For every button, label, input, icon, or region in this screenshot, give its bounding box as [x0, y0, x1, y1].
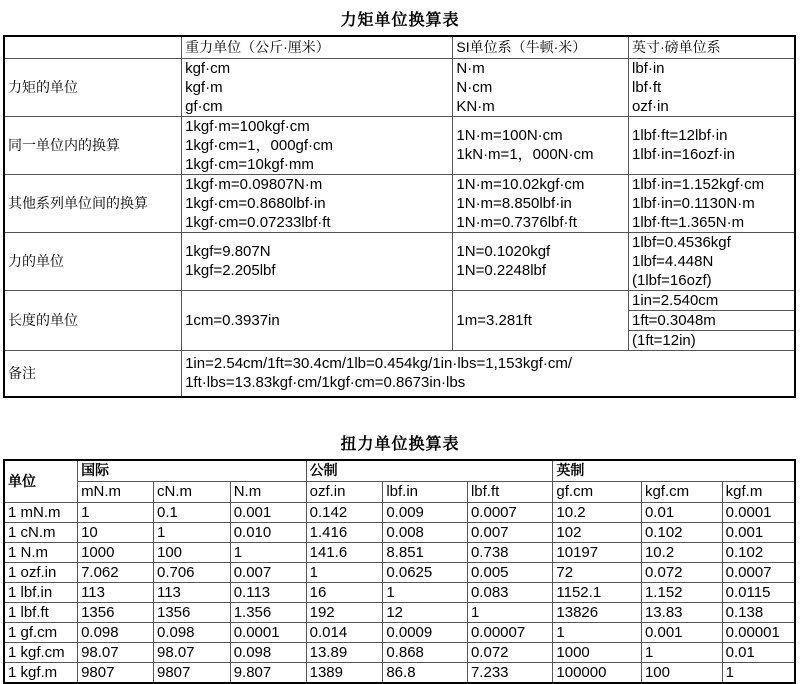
cell-line: 1N·m=100N·cm: [456, 127, 563, 144]
table-row: [4, 582, 795, 602]
value-cell: 113: [78, 582, 154, 602]
column-header: N.m: [230, 481, 306, 502]
row-label: 备注: [4, 350, 182, 397]
value-cell: 141.6: [306, 542, 383, 562]
value-cell: 10.2: [553, 502, 642, 522]
value-cell: 9807: [153, 662, 230, 683]
value-cell: [453, 116, 629, 174]
row-label: 1 lbf.ft: [4, 602, 78, 622]
value-cell: 1: [641, 642, 722, 662]
value-cell: [182, 116, 453, 174]
cell-line: kgf·m: [185, 78, 223, 96]
value-cell: 1ft=0.3048m: [628, 310, 795, 330]
row-label: 同一单位内的换算: [4, 116, 182, 174]
group-header-international: 国际: [78, 460, 307, 481]
value-cell: 0.706: [153, 562, 230, 582]
value-cell: 102: [553, 522, 642, 542]
value-cell: 0.0009: [383, 622, 468, 642]
value-cell: [453, 174, 629, 232]
value-cell: 0.0625: [383, 562, 468, 582]
row-label: 力矩的单位: [4, 58, 182, 116]
cell-line: 1kgf·cm=0.8680lbf·in: [185, 194, 326, 212]
cell-line: 1kN·m=1，000N·cm: [456, 146, 594, 163]
value-cell: 0.098: [230, 642, 306, 662]
value-cell: 1: [78, 502, 154, 522]
value-cell: 7.233: [467, 662, 552, 683]
value-cell: 9807: [78, 662, 154, 683]
group-header-imperial: 英制: [553, 460, 795, 481]
value-cell: 0.00007: [467, 622, 552, 642]
column-header: cN.m: [153, 481, 230, 502]
unit-header-cell: 单位: [4, 460, 78, 502]
column-header: lbf.ft: [467, 481, 552, 502]
cell-line: 1N=0.1020kgf: [456, 243, 551, 260]
table-row: [4, 642, 795, 662]
column-header: kgf.m: [722, 481, 795, 502]
value-cell: 0.1: [153, 502, 230, 522]
value-cell: 1cm=0.3937in: [182, 290, 453, 350]
cell-line: 1lbf·in=0.1130N·m: [631, 194, 755, 212]
value-cell: 1: [383, 582, 468, 602]
row-label: 1 cN.m: [4, 522, 78, 542]
value-cell: 8.851: [383, 542, 468, 562]
value-cell: [182, 232, 453, 290]
row-label: 1 N.m: [4, 542, 78, 562]
value-cell: 98.07: [153, 642, 230, 662]
table-row-same-system-conversion: [4, 116, 795, 174]
value-cell: 1152.1: [553, 582, 642, 602]
value-cell: 1.152: [641, 582, 722, 602]
value-cell: 98.07: [78, 642, 154, 662]
value-cell: 0.0001: [722, 502, 795, 522]
cell-line: KN·m: [456, 97, 495, 115]
table-row: [4, 562, 795, 582]
cell-line: 1in=2.54cm/1ft=30.4cm/1lb=0.454kg/1in·lbs=1,153kgf·cm/: [185, 355, 572, 373]
value-cell: 1000: [78, 542, 154, 562]
value-cell: 0.005: [467, 562, 552, 582]
table-row-remarks: [4, 350, 795, 397]
value-cell: 0.008: [383, 522, 468, 542]
value-cell: 0.001: [230, 502, 306, 522]
cell-line: lbf·ft: [631, 78, 662, 96]
row-label: 其他系列单位间的换算: [4, 174, 182, 232]
column-header-si: SI单位系（牛顿·米）: [453, 36, 629, 58]
cell-line: 1kgf·cm=10kgf·mm: [185, 155, 314, 173]
value-cell: 100: [641, 662, 722, 683]
table-header-group-row: [4, 460, 795, 481]
value-cell: 1: [230, 542, 306, 562]
row-label: 1 gf.cm: [4, 622, 78, 642]
value-cell: 13.83: [641, 602, 722, 622]
value-cell: 0.0007: [722, 562, 795, 582]
cell-line: 1lbf=4.448N: [631, 252, 714, 270]
table-row-length-units: [4, 290, 795, 310]
cell-line: gf·cm: [185, 97, 223, 115]
value-cell: 1.416: [306, 522, 383, 542]
value-cell: 16: [306, 582, 383, 602]
column-header-gravity: 重力单位（公斤·厘米）: [182, 36, 453, 58]
value-cell: 100000: [553, 662, 642, 683]
value-cell: 192: [306, 602, 383, 622]
cell-line: 1N=0.2248lbf: [456, 262, 547, 279]
value-cell: 1m=3.281ft: [453, 290, 629, 350]
row-label: 力的单位: [4, 232, 182, 290]
cell-line: 1N·m=10.02kgf·cm: [456, 175, 585, 193]
cell-line: 1kgf·m=0.09807N·m: [185, 175, 323, 193]
value-cell: 113: [153, 582, 230, 602]
column-header: kgf.cm: [641, 481, 722, 502]
table-header-row: [4, 36, 795, 58]
value-cell: 1389: [306, 662, 383, 683]
value-cell: 0.0115: [722, 582, 795, 602]
cell-line: 1kgf·cm=0.07233lbf·ft: [185, 213, 331, 231]
group-header-metric: 公制: [306, 460, 553, 481]
cell-line: 1kgf=2.205lbf: [185, 262, 276, 279]
value-cell: 86.8: [383, 662, 468, 683]
value-cell: [628, 232, 795, 290]
value-cell: 1: [306, 562, 383, 582]
value-cell: 7.062: [78, 562, 154, 582]
torsion-unit-table: [3, 459, 796, 684]
value-cell: [628, 58, 795, 116]
row-label: 1 ozf.in: [4, 562, 78, 582]
table-row: [4, 502, 795, 522]
torque-table-title: 力矩单位换算表: [340, 12, 460, 29]
value-cell: 0.142: [306, 502, 383, 522]
cell-line: N·cm: [456, 78, 493, 96]
value-cell: 0.072: [641, 562, 722, 582]
table-row: [4, 542, 795, 562]
value-cell: 12: [383, 602, 468, 622]
value-cell: 0.138: [722, 602, 795, 622]
cell-line: kgf·cm: [185, 59, 231, 77]
value-cell: 0.001: [641, 622, 722, 642]
table-row: [4, 522, 795, 542]
value-cell: 0.098: [153, 622, 230, 642]
value-cell: (1ft=12in): [628, 330, 795, 350]
value-cell: 100: [153, 542, 230, 562]
value-cell: 1: [467, 602, 552, 622]
value-cell: 0.010: [230, 522, 306, 542]
value-cell: [628, 116, 795, 174]
value-cell: 0.014: [306, 622, 383, 642]
value-cell: 0.00001: [722, 622, 795, 642]
value-cell: [182, 58, 453, 116]
cell-line: 1kgf·cm=1，000gf·cm: [185, 136, 334, 154]
value-cell: 13.89: [306, 642, 383, 662]
value-cell: 0.868: [383, 642, 468, 662]
row-label: 1 kgf.cm: [4, 642, 78, 662]
value-cell: 0.102: [722, 542, 795, 562]
value-cell: 1.356: [230, 602, 306, 622]
value-cell: [453, 58, 629, 116]
value-cell: 1in=2.540cm: [628, 290, 795, 310]
table-row-torque-units: [4, 58, 795, 116]
value-cell: 0.01: [722, 642, 795, 662]
value-cell: 0.102: [641, 522, 722, 542]
cell-line: 1kgf·m=100kgf·cm: [185, 117, 310, 135]
cell-line: 1lbf·ft=1.365N·m: [631, 213, 745, 231]
table-row-force-units: [4, 232, 795, 290]
cell-line: 1N·m=0.7376lbf·ft: [456, 213, 577, 231]
cell-line: ozf·in: [631, 97, 669, 115]
value-cell: 9.807: [230, 662, 306, 683]
value-cell: 13826: [553, 602, 642, 622]
value-cell: 1356: [153, 602, 230, 622]
torsion-table-title: 扭力单位换算表: [340, 436, 460, 453]
torque-unit-table: [3, 35, 796, 398]
value-cell: 0.001: [722, 522, 795, 542]
value-cell: 0.113: [230, 582, 306, 602]
value-cell: 0.007: [230, 562, 306, 582]
table-header-unit-row: [4, 481, 795, 502]
cell-line: N·m: [456, 59, 485, 77]
row-label: 1 mN.m: [4, 502, 78, 522]
value-cell: 10.2: [641, 542, 722, 562]
value-cell: 0.01: [641, 502, 722, 522]
cell-line: 1lbf·in=1.152kgf·cm: [631, 175, 765, 193]
value-cell: 0.098: [78, 622, 154, 642]
row-label: 1 lbf.in: [4, 582, 78, 602]
cell-line: 1kgf=9.807N: [185, 243, 271, 260]
value-cell: 0.0001: [230, 622, 306, 642]
column-header: mN.m: [78, 481, 154, 502]
column-header: ozf.in: [306, 481, 383, 502]
value-cell: 10197: [553, 542, 642, 562]
table-row: [4, 622, 795, 642]
cell-line: 1N·m=8.850lbf·in: [456, 194, 572, 212]
table-row: [4, 662, 795, 683]
value-cell: [628, 174, 795, 232]
table-row: [4, 602, 795, 622]
row-label: 长度的单位: [4, 290, 182, 350]
value-cell: 1: [553, 622, 642, 642]
value-cell: 0.007: [467, 522, 552, 542]
value-cell: [182, 174, 453, 232]
value-cell: 72: [553, 562, 642, 582]
cell-line: (1lbf=16ozf): [631, 271, 712, 289]
cell-line: lbf·in: [631, 59, 665, 77]
value-cell: 0.083: [467, 582, 552, 602]
value-cell: 0.738: [467, 542, 552, 562]
cell-line: 1lbf·ft=12lbf·in: [631, 127, 728, 144]
column-header-imperial: 英寸·磅单位系: [628, 36, 795, 58]
table-row-cross-system-conversion: [4, 174, 795, 232]
column-header: lbf.in: [383, 481, 468, 502]
remarks-cell: [182, 350, 795, 397]
value-cell: 1: [722, 662, 795, 683]
value-cell: 1000: [553, 642, 642, 662]
value-cell: 0.072: [467, 642, 552, 662]
value-cell: 1356: [78, 602, 154, 622]
cell-line: 1lbf·in=16ozf·in: [631, 146, 735, 163]
value-cell: 10: [78, 522, 154, 542]
cell-line: 1ft·lbs=13.83kgf·cm/1kgf·cm=0.8673in·lbs: [185, 374, 466, 392]
corner-cell: [4, 36, 182, 58]
value-cell: [453, 232, 629, 290]
value-cell: 1: [153, 522, 230, 542]
row-label: 1 kgf.m: [4, 662, 78, 683]
cell-line: 1lbf=0.4536kgf: [631, 233, 731, 251]
column-header: gf.cm: [553, 481, 642, 502]
value-cell: 0.009: [383, 502, 468, 522]
value-cell: 0.0007: [467, 502, 552, 522]
